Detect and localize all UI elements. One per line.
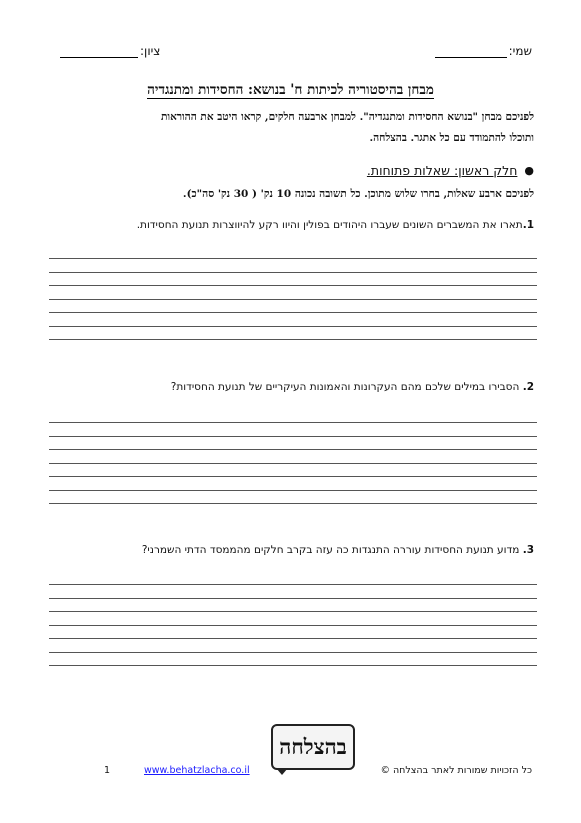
name-label: שמי: (508, 44, 532, 58)
answer-lines-3[interactable] (49, 584, 537, 679)
copyright-text: כל הזכויות שמורות לאתר בהצלחה © (380, 765, 532, 776)
question-number: 1. (522, 219, 534, 231)
page-title: מבחן בהיסטוריה לכיתות ח' בנושא: החסידות ומתנגדיה (147, 82, 434, 98)
question-text: מדוע תנועת החסידות עוררה התנגדות כה עזה בקרב חלקים מהממסד הדתי השמרני? (141, 544, 520, 556)
grade-field (60, 44, 160, 58)
answer-lines-2[interactable] (49, 422, 537, 517)
page-number: 1 (104, 765, 111, 776)
question-number: 2. (522, 381, 534, 393)
question-number: 3. (522, 544, 534, 556)
name-field (435, 44, 532, 58)
question-1 (34, 219, 534, 231)
question-text: תארו את המשברים השונים שעברו היהודים בפולין והיוו רקע להיווצרות תנועת החסידות. (136, 219, 523, 231)
question-2 (34, 381, 534, 393)
answer-lines-1[interactable] (49, 258, 537, 353)
question-3 (34, 544, 534, 556)
grade-blank[interactable] (60, 45, 138, 58)
intro-paragraph (34, 107, 534, 149)
logo-tail-icon (276, 768, 288, 775)
question-text: הסבירו במילים שלכם מהם העקרונות והאמונות העיקריים של תנועת החסידות? (170, 381, 520, 393)
intro-line-2: ותוכלו להתמודד עם כל אתגר. בהצלחה. (369, 132, 534, 144)
website-link[interactable]: www.behatzlacha.co.il (144, 765, 250, 776)
bullet-icon: ● (524, 164, 534, 177)
name-blank[interactable] (435, 45, 507, 58)
part1-instructions: לפניכם ארבע שאלות, בחרו שלוש מתוכן. כל תשובה נכונה 10 נק' ( 30 נק' סה"כ). (182, 188, 534, 200)
part1-title: חלק ראשון: שאלות פתוחות. (366, 163, 518, 178)
grade-label: ציון: (140, 44, 161, 58)
part1-heading (367, 163, 534, 178)
behatzlacha-logo: בהצלחה (271, 724, 355, 770)
intro-line-1: לפניכם מבחן "בנושא החסידות ומתנגדיה". למבחן ארבעה חלקים, קראו היטב את ההוראות (161, 111, 534, 123)
